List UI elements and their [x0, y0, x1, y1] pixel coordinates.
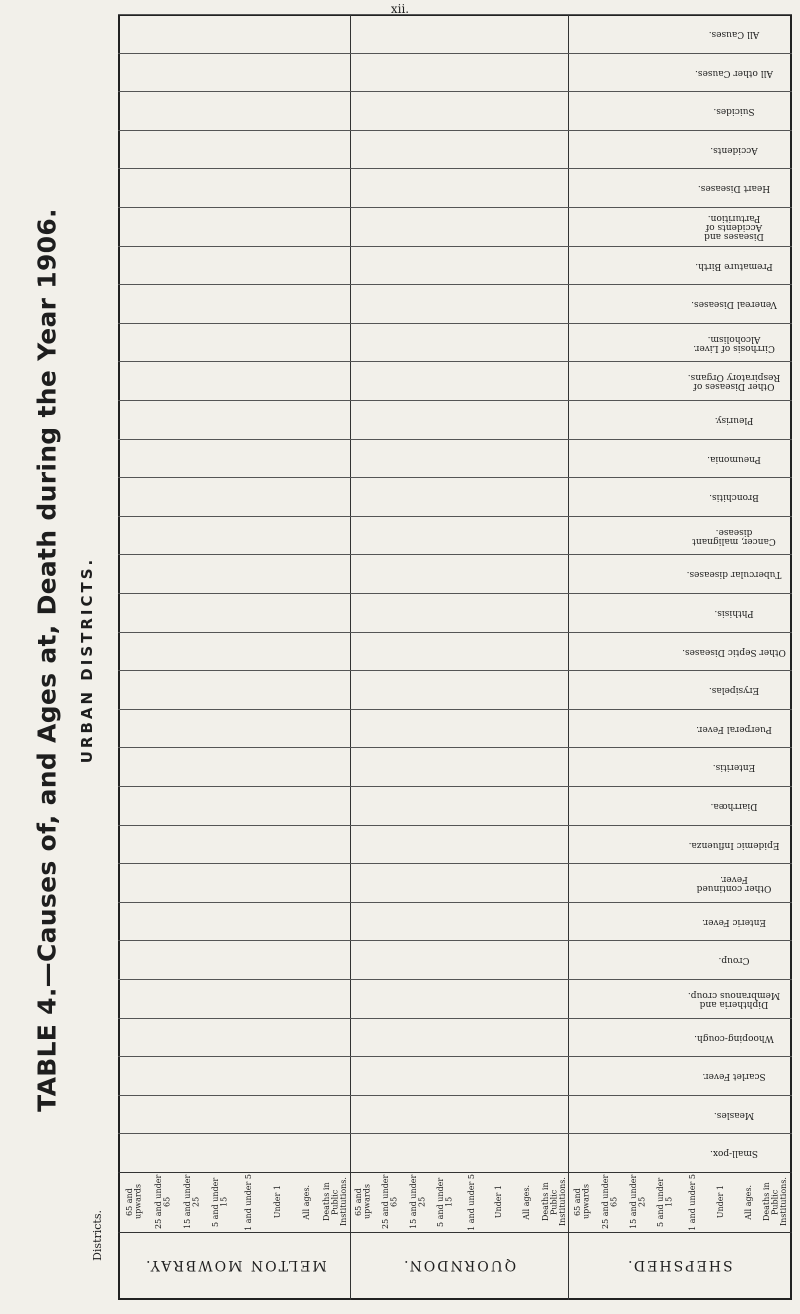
- cause-header-label: Accidents.: [710, 145, 758, 155]
- age-row-label: All ages.: [302, 1184, 312, 1220]
- cause-divider: [118, 1133, 792, 1134]
- cause-divider: [118, 323, 792, 324]
- cause-header-label: Cancer, malignant disease.: [692, 526, 776, 546]
- cause-header-label: Puerperal Fever.: [696, 724, 772, 734]
- cause-divider: [118, 786, 792, 787]
- cause-divider: [118, 632, 792, 633]
- age-row-label: All ages.: [743, 1184, 753, 1220]
- cause-divider: [118, 593, 792, 594]
- cause-header-label: Enteritis.: [712, 762, 756, 772]
- table-subtitle: URBAN DISTRICTS.: [78, 556, 96, 764]
- cause-header-label: Venereal Diseases.: [691, 299, 777, 309]
- age-row-label: Under 1: [273, 1185, 283, 1219]
- age-row-label: 25 and under 65: [154, 1174, 172, 1230]
- page-number: xii.: [390, 2, 410, 16]
- cause-divider: [118, 863, 792, 864]
- cause-divider: [118, 168, 792, 169]
- age-row-label: 5 and under 15: [211, 1177, 229, 1227]
- cause-header-label: Bronchitis.: [709, 492, 759, 502]
- cause-divider: [118, 91, 792, 92]
- cause-header-label: Measles.: [713, 1110, 755, 1120]
- cause-divider: [118, 940, 792, 941]
- cause-header-label: Croup.: [718, 955, 750, 965]
- title-block: [22, 0, 112, 1314]
- cause-divider: [118, 207, 792, 208]
- cause-header-label: Heart Diseases.: [697, 183, 771, 193]
- cause-header-label: Diarrhœa.: [710, 801, 758, 811]
- mortality-table: [91, 14, 792, 1300]
- cause-header-label: Phthisis.: [714, 608, 754, 618]
- cause-divider: [118, 14, 792, 15]
- cause-divider: [118, 439, 792, 440]
- age-row-label: 25 and under 65: [381, 1174, 399, 1230]
- cause-divider: [118, 825, 792, 826]
- cause-header-label: Epidemic Influenza.: [688, 840, 780, 850]
- cause-divider: [118, 747, 792, 748]
- age-row-label: Deaths in Public Institutions.: [321, 1177, 348, 1227]
- cause-header-label: Other Septic Diseases.: [682, 647, 786, 657]
- cause-header-label: Enteric Fever.: [701, 917, 767, 927]
- age-row-label: 15 and under 25: [409, 1174, 427, 1230]
- age-row-label: Under 1: [715, 1185, 725, 1219]
- district-melton: MELTON MOWBRAY.: [143, 1257, 327, 1273]
- cause-divider: [118, 1056, 792, 1057]
- cause-header-label: All other Causes.: [695, 68, 773, 78]
- cause-divider: [118, 400, 792, 401]
- cause-divider: [118, 979, 792, 980]
- cause-header-label: Small-pox.: [710, 1148, 758, 1158]
- cause-header-label: Pleurisy.: [714, 415, 754, 425]
- age-row-label: 65 and upwards: [572, 1184, 590, 1220]
- age-row-label: 5 and under 15: [655, 1177, 673, 1227]
- cause-header-label: Other continued Fever.: [696, 873, 772, 893]
- cause-divider: [118, 130, 792, 131]
- district-quorndon: QUORNDON.: [401, 1257, 517, 1273]
- age-row-label: 65 and upwards: [354, 1184, 372, 1220]
- age-row-label: Under 1: [494, 1185, 504, 1219]
- cause-divider: [118, 284, 792, 285]
- age-row-label: Deaths in Public Institutions.: [540, 1177, 567, 1227]
- cause-divider: [118, 1018, 792, 1019]
- cause-header-label: Pneumonia.: [707, 454, 761, 464]
- cause-header-label: Diseases and Accidents of Parturition.: [704, 213, 764, 241]
- cause-header-label: Other Diseases of Respiratory Organs.: [687, 371, 781, 391]
- cause-divider: [118, 53, 792, 54]
- cause-divider: [118, 709, 792, 710]
- cause-header-label: All Causes.: [708, 29, 760, 39]
- cause-header-label: Suicides.: [713, 106, 755, 116]
- age-row-label: 15 and under 25: [628, 1174, 646, 1230]
- cause-divider: [118, 670, 792, 671]
- cause-divider: [118, 246, 792, 247]
- age-row-label: 1 and under 5: [467, 1173, 477, 1231]
- age-row-label: 5 and under 15: [436, 1177, 454, 1227]
- table-title: TABLE 4.—Causes of, and Ages at, Death during the Year 1906.: [32, 208, 62, 1112]
- age-row-label: Deaths in Public Institutions.: [762, 1177, 789, 1227]
- cause-divider: [118, 1095, 792, 1096]
- cause-divider: [118, 361, 792, 362]
- cause-header-label: Diphtheria and Membranous croup.: [687, 989, 781, 1009]
- age-row-label: 25 and under 65: [600, 1174, 618, 1230]
- age-row-label: 1 and under 5: [244, 1173, 254, 1231]
- age-row-label: 15 and under 25: [183, 1174, 201, 1230]
- district-shepshed: SHEPSHED.: [625, 1257, 733, 1273]
- cause-divider: [118, 477, 792, 478]
- cause-divider: [118, 902, 792, 903]
- cause-header-label: Tubercular diseases.: [686, 569, 782, 579]
- cause-header-label: Scarlet Fever.: [702, 1071, 766, 1081]
- cause-header-label: Premature Birth.: [695, 261, 773, 271]
- age-row-label: All ages.: [522, 1184, 532, 1220]
- cause-header-label: Whooping-cough.: [694, 1033, 774, 1043]
- cause-divider: [118, 554, 792, 555]
- age-row-label: 65 and upwards: [125, 1184, 143, 1220]
- cause-header-label: Erysipelas.: [708, 685, 760, 695]
- cause-header-label: Cirrhosis of Liver. Alcoholism.: [693, 333, 775, 353]
- districts-header: Districts.: [91, 1209, 105, 1261]
- cause-divider: [118, 516, 792, 517]
- age-row-label: 1 and under 5: [687, 1173, 697, 1231]
